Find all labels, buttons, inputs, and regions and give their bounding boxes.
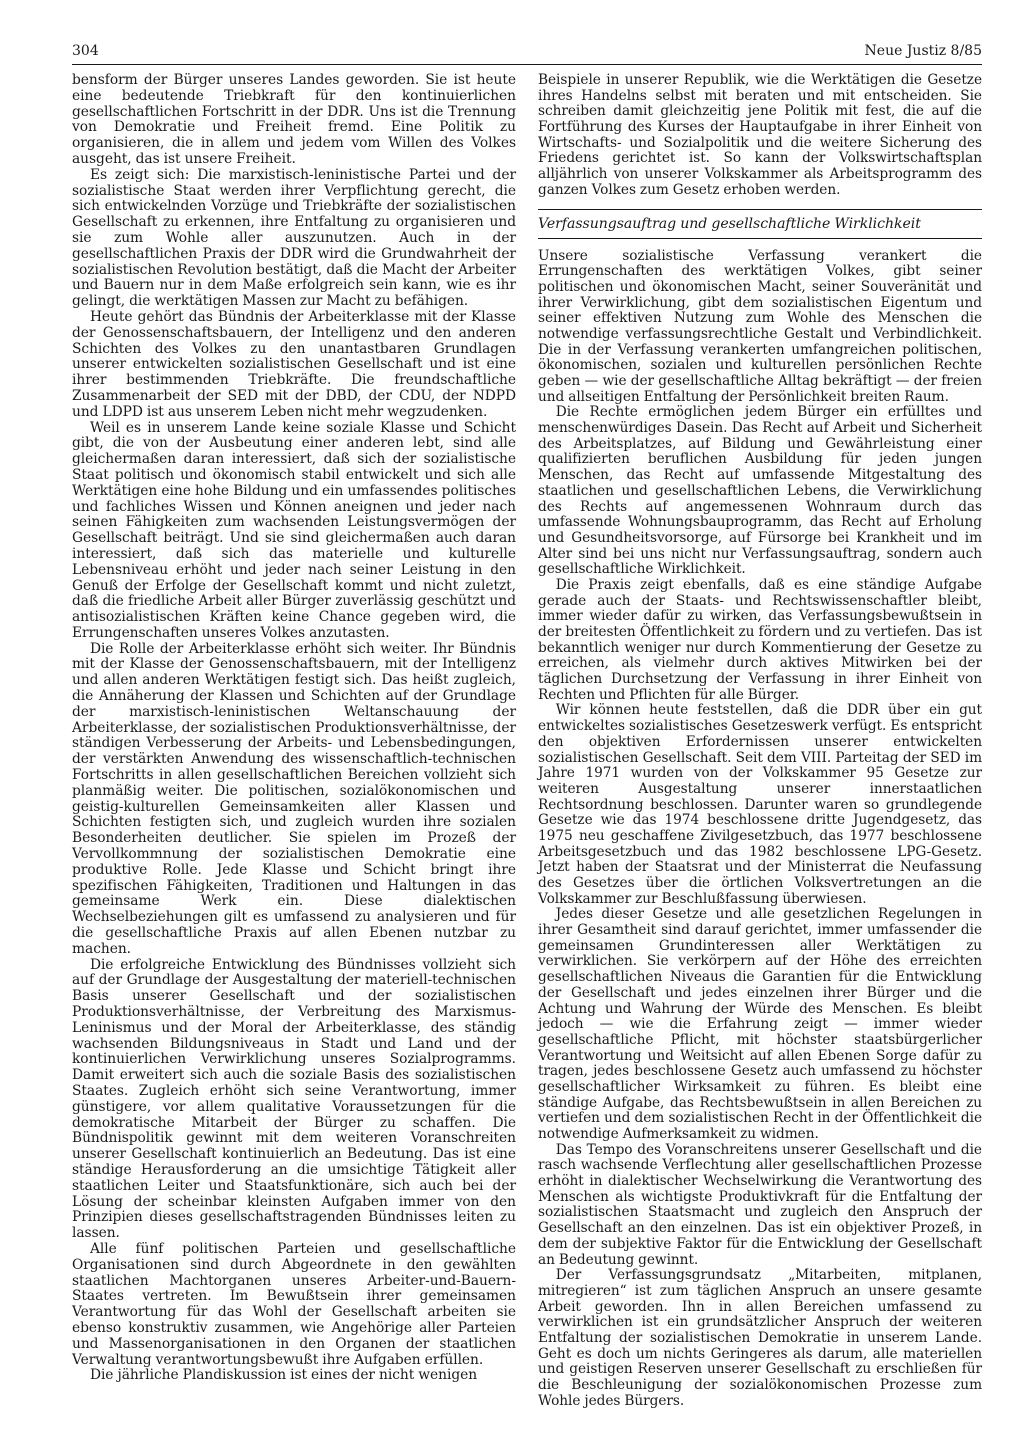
paragraph: Die Praxis zeigt ebenfalls, daß es eine ständige Aufgabe gerade auch der Staats- und Rechtswissenschaftler bleibt, immer wieder dafür zu wirken, das Verfassungsbewußtsein in der breitesten Öffentlichkeit zu fördern und zu vertiefen. Das ist bekanntlich weniger nur durch Kommentierung der Gesetze zu erreichen, als vielmehr durch aktives Mitwirken bei der täglichen Durchsetzung der Verfassung in ihrer Einheit von Rechten und Pflichten für alle Bürger. (538, 576, 982, 703)
paragraph: Unsere sozialistische Verfassung verankert die Errungenschaften des werktätigen Volkes, gibt seiner politischen und ökonomischen Macht, seiner Souveränität und ihrer Verwirklichung, gibt dem sozialistischen Eigentum und seiner effektiven Nutzung zum Wohle des Menschen die notwendige verfassungsrechtliche Gestalt und Verbindlichkeit. Die in der Verfassung verankerten umfangreichen politischen, ökonomischen, sozialen und kulturellen persönlichen Rechte geben — wie der gesellschaftliche Alltag bekräftigt — der freien und allseitigen Entfaltung der Persönlichkeit breiten Raum. (538, 247, 982, 405)
paragraph: Beispiele in unserer Republik, wie die Werktätigen die Gesetze ihres Handelns selbst mit beraten und mit entscheiden. Sie schreiben damit gleichzeitig jene Politik mit fest, die auf die Fortführung des Kurses der Hauptaufgabe in ihrer Einheit von Wirtschafts- und Sozialpolitik und die weitere Sicherung des Friedens gerichtet ist. So kann der Volkswirtschaftsplan alljährlich von unserer Volkskammer als Arbeitsprogramm des ganzen Volkes zum Gesetz erhoben werden. (538, 72, 982, 198)
running-head (72, 40, 982, 65)
paragraph: Die erfolgreiche Entwicklung des Bündnisses vollzieht sich auf der Grundlage der Ausgestaltung der materiell-technischen Basis unserer Gesellschaft und der sozialistischen Produktionsverhältnisse, der Verbreitung des Marxismus-Leninismus und der Moral der Arbeiterklasse, des ständig wachsenden Bildungsniveaus in Stadt und Land und der kontinuierlichen Verwirklichung unseres Sozialprogramms. Damit erweitert sich auch die soziale Basis des sozialistischen Staates. Zugleich erhöht sich seine Verantwortung, immer günstigere, vor allem qualitative Voraussetzungen für die demokratische Mitarbeit der Bürger zu schaffen. Die Bündnispolitik gewinnt mit dem weiteren Voranschreiten unserer Gesellschaft kontinuierlich an Bedeutung. Das ist eine ständige Herausforderung an die umsichtige Tätigkeit aller staatlichen Leiter und Staatsfunktionäre, sich auch bei der Lösung der scheinbar kleinsten Aufgaben immer von den Prinzipien dieses gesellschaftstragenden Bündnisses leiten zu lassen. (72, 956, 516, 1242)
paragraph: Heute gehört das Bündnis der Arbeiterklasse mit der Klasse der Genossenschaftsbauern, der Intelligenz und den anderen Schichten des Volkes zu den unantastbaren Grundlagen unserer entwickelten sozialistischen Gesellschaft und ist eine ihrer bestimmenden Triebkräfte. Die freundschaftliche Zusammenarbeit der SED mit der DBD, der CDU, der NDPD und LDPD ist aus unserem Leben nicht mehr wegzudenken. (72, 308, 516, 420)
paragraph: Die jährliche Plandiskussion ist eines der nicht wenigen (89, 1367, 478, 1384)
section-heading: Verfassungsauftrag und gesellschaftliche Wirklichkeit (538, 209, 982, 239)
right-column (538, 73, 982, 1409)
paragraph: bensform der Bürger unseres Landes geworden. Sie ist heute eine bedeutende Triebkraft für den kontinuierlichen gesellschaftlichen Fortschritt in der DDR. Uns ist die Trennung von Demokratie und Freiheit fremd. Eine Politik zu organisieren, die in allem und jedem vom Willen des Volkes ausgeht, das ist unsere Freiheit. (72, 72, 516, 167)
paragraph: Der Verfassungsgrundsatz „Mitarbeiten, mitplanen, mitregieren“ ist zum täglichen Anspruch an unsere gesamte Arbeit geworden. Ihn in allen Bereichen umfassend zu verwirklichen ist ein grundsätzlicher Anspruch der weiteren Entfaltung der sozialistischen Demokratie in unserem Lande. Geht es doch um nichts Geringeres als darum, alle materiellen und geistigen Reserven unserer Gesellschaft zu erschließen für die Beschleunigung der sozialökonomischen Prozesse zum Wohle jedes Bürgers. (538, 1267, 982, 1409)
paragraph: Alle fünf politischen Parteien und gesellschaftliche Organisationen sind durch Abgeordnete in den gewählten staatlichen Machtorganen unseres Arbeiter-und-Bauern-Staates vertreten. Im Bewußtsein ihrer gemeinsamen Verantwortung für das Wohl der Gesellschaft arbeiten sie ebenso konstruktiv zusammen, wie Angehörige aller Parteien und Massenorganisationen in den Organen der staatlichen Verwaltung verantwortungsbewußt ihre Aufgaben erfüllen. (72, 1240, 516, 1368)
paragraph: Es zeigt sich: Die marxistisch-leninistische Partei und der sozialistische Staat werden ihrer Verpflichtung gerecht, die sich entwickelnden Vorzüge und Triebkräfte der sozialistischen Gesellschaft zu erkennen, ihre Entfaltung zu organisieren und sie zum Wohle aller auszunutzen. Auch in der gesellschaftlichen Praxis der DDR wird die Grundwahrheit der sozialistischen Revolution bestätigt, daß die Macht der Arbeiter und Bauern nur in dem Maße erfolgreich sein kann, wie es ihr gelingt, die werktätigen Massen zur Macht zu befähigen. (72, 166, 516, 310)
paragraph: Jedes dieser Gesetze und alle gesetzlichen Regelungen in ihrer Gesamtheit sind darauf gerichtet, immer umfassender die gemeinsamen Grundinteressen aller Werktätigen zu verwirklichen. Sie verkörpern auf der Höhe des erreichten gesellschaftlichen Niveaus die Garantien für die Entwicklung der Gesellschaft und jedes einzelnen ihrer Bürger und die Achtung und Wahrung der Würde des Menschen. Es bleibt jedoch — wie die Erfahrung zeigt — immer wieder gesellschaftliche Pflicht, mit höchster staatsbürgerlicher Verantwortung und Weitsicht auf allen Ebenen Sorge dafür zu tragen, jedes beschlossene Gesetz auch umfassend zu höchster gesellschaftlicher Wirksamkeit zu führen. Es bleibt eine ständige Aufgabe, das Rechtsbewußtsein in allen Bereichen zu vertiefen und dem sozialistischen Recht in der Öffentlichkeit die notwendige Aufmerksamkeit zu widmen. (538, 906, 982, 1142)
journal-issue: Neue Justiz 8/85 (864, 43, 982, 59)
paragraph: Die Rolle der Arbeiterklasse erhöht sich weiter. Ihr Bündnis mit der Klasse der Genossenschaftsbauern, mit der Intelligenz und allen anderen Werktätigen festigt sich. Das heißt zugleich, die Annäherung der Klassen und Schichten auf der Grundlage der marxistisch-leninistischen Weltanschauung der Arbeiterklasse, der sozialistischen Produktionsverhältnisse, der ständigen Verbesserung der Arbeits- und Lebensbedingungen, der verstärkten Anwendung des wissenschaftlich-technischen Fortschritts in allen gesellschaftlichen Bereichen vollzieht sich planmäßig weiter. Die politischen, sozialökonomischen und geistig-kulturellen Gemeinsamkeiten aller Klassen und Schichten festigten sich, und zugleich wurden ihre sozialen Besonderheiten deutlicher. Sie spielen im Prozeß der Vervollkommnung der sozialistischen Demokratie eine produktive Rolle. Jede Klasse und Schicht bringt ihre spezifischen Fähigkeiten, Traditionen und Haltungen in das gemeinsame Werk ein. Diese dialektischen Wechselbeziehungen gilt es umfassend zu analysieren und für die gesellschaftliche Praxis auf allen Ebenen nutzbar zu machen. (72, 640, 516, 957)
paragraph: Wir können heute feststellen, daß die DDR über ein gut entwickeltes sozialistisches Gesetzeswerk verfügt. Es entspricht den objektiven Erfordernissen unserer entwickelten sozialistischen Gesellschaft. Seit dem VIII. Parteitag der SED im Jahre 1971 wurden von der Volkskammer 95 Gesetze zur weiteren Ausgestaltung unserer innerstaatlichen Rechtsordnung beschlossen. Darunter waren so grundlegende Gesetze wie das 1974 beschlossene dritte Jugendgesetz, das 1975 neu geschaffene Zivilgesetzbuch, das 1977 beschlossene Arbeitsgesetzbuch und das 1982 beschlossene LPG-Gesetz. Jetzt haben der Staatsrat und der Ministerrat die Neufassung des Gesetzes über die örtlichen Volksvertretungen an die Volkskammer zur Beschlußfassung überwiesen. (538, 702, 982, 907)
left-column (72, 73, 516, 1384)
paragraph: Die Rechte ermöglichen jedem Bürger ein erfülltes und menschenwürdiges Dasein. Das Recht auf Arbeit und Sicherheit des Arbeitsplatzes, auf Bildung und Gewährleistung einer qualifizierten beruflichen Ausbildung für jeden jungen Menschen, das Recht auf umfassende Mitgestaltung des staatlichen und gesellschaftlichen Lebens, die Verwirklichung des Rechts auf angemessenen Wohnraum durch das umfassende Wohnungsbauprogramm, das Recht auf Erholung und Gesundheitsvorsorge, auf Fürsorge bei Krankheit und im Alter sind bei uns nicht nur Verfassungsauftrag, sondern auch gesellschaftliche Wirklichkeit. (538, 404, 982, 578)
paragraph: Das Tempo des Voranschreitens unserer Gesellschaft und die rasch wachsende Verflechtung aller gesellschaftlichen Prozesse erhöht in dialektischer Wechselwirkung die Verantwortung des Menschen als wichtigste Produktivkraft für die Entfaltung der sozialistischen Staatsmacht und zugleich den Anspruch der Gesellschaft an den einzelnen. Das ist ein objektiver Prozeß, in dem der subjektive Faktor für die Entwicklung der Gesellschaft an Bedeutung gewinnt. (538, 1141, 982, 1268)
paragraph: Weil es in unserem Lande keine soziale Klasse und Schicht gibt, die von der Ausbeutung einer anderen lebt, sind alle gleichermaßen daran interessiert, daß sich der sozialistische Staat politisch und ökonomisch stabil entwickelt und sich alle Werktätigen eine hohe Bildung und ein umfassendes politisches und fachliches Wissen und Können aneignen und jeder nach seinen Fähigkeiten zum wachsenden Leistungsvermögen der Gesellschaft beiträgt. Und sie sind gleichermaßen auch daran interessiert, daß sich das materielle und kulturelle Lebensniveau erhöht und jeder nach seiner Leistung in den Genuß der Erfolge der Gesellschaft kommt und nicht zuletzt, daß die friedliche Arbeit aller Bürger zuverlässig geschützt und antisozialistischen Kräften keine Chance gegeben wird, die Errungenschaften unseres Volkes anzutasten. (72, 419, 516, 641)
page-number: 304 (72, 43, 99, 59)
